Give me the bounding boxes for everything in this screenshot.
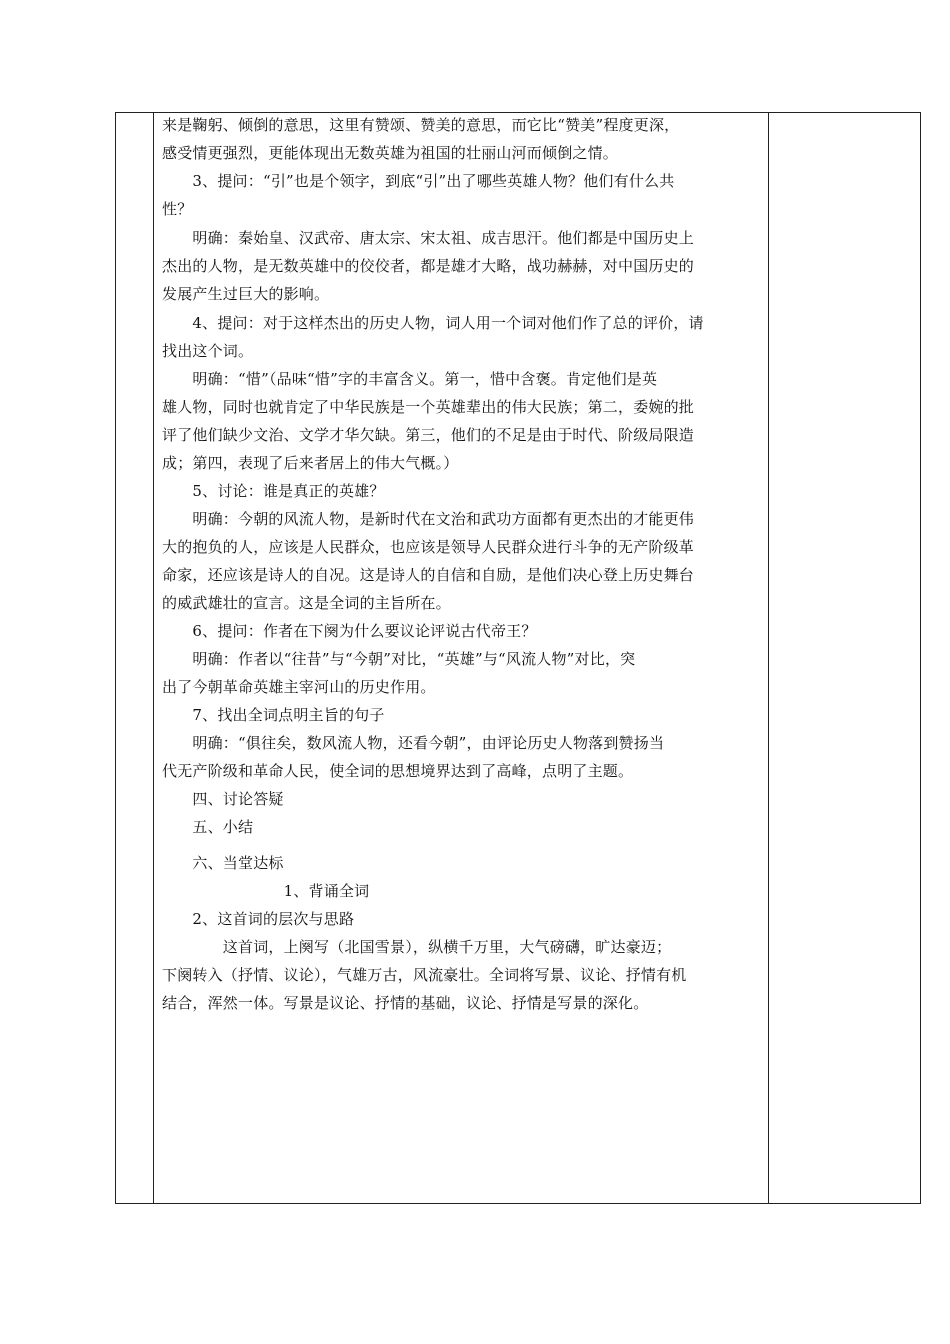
lesson-table [115, 112, 921, 1204]
text-line: 这首词，上阕写（北国雪景），纵横千万里，大气磅礴，旷达豪迈； [162, 938, 672, 956]
text-line: 7、找出全词点明主旨的句子 [162, 706, 385, 724]
text-line: 命家，还应该是诗人的自况。这是诗人的自信和自励，是他们决心登上历史舞台 [162, 566, 695, 584]
text-line: 结合，浑然一体。写景是议论、抒情的基础，议论、抒情是写景的深化。 [162, 994, 649, 1012]
text-line: 杰出的人物，是无数英雄中的佼佼者，都是雄才大略，战功赫赫，对中国历史的 [162, 257, 695, 275]
text-line: 四、讨论答疑 [162, 790, 284, 808]
text-line: 找出这个词。 [162, 342, 254, 360]
text-line: 1、背诵全词 [162, 882, 370, 900]
text-line: 5、讨论：谁是真正的英雄？ [162, 482, 385, 500]
text-line: 6、提问：作者在下阕为什么要议论评说古代帝王？ [162, 622, 537, 640]
text-line: 雄人物，同时也就肯定了中华民族是一个英雄辈出的伟大民族；第二，委婉的批 [162, 398, 695, 416]
text-line: 代无产阶级和革命人民，使全词的思想境界达到了高峰，点明了主题。 [162, 762, 634, 780]
text-line: 明确：“俱往矣，数风流人物，还看今朝”，由评论历史人物落到赞扬当 [162, 734, 665, 752]
text-line: 六、当堂达标 [162, 854, 284, 872]
text-line: 明确：作者以“往昔”与“今朝”对比，“英雄”与“风流人物”对比，突 [162, 650, 636, 668]
text-line: 五、小结 [162, 818, 254, 836]
text-line: 评了他们缺少文治、文学才华欠缺。第三，他们的不足是由于时代、阶级局限造 [162, 426, 695, 444]
text-line: 明确：秦始皇、汉武帝、唐太宗、宋太祖、成吉思汗。他们都是中国历史上 [162, 229, 695, 247]
text-line: 4、提问：对于这样杰出的历史人物，词人用一个词对他们作了总的评价，请 [162, 314, 704, 332]
text-line: 明确：今朝的风流人物，是新时代在文治和武功方面都有更杰出的才能更伟 [162, 510, 695, 528]
text-line: 下阕转入（抒情、议论），气雄万古，风流豪壮。全词将写景、议论、抒情有机 [162, 966, 687, 984]
text-line: 的威武雄壮的宣言。这是全词的主旨所在。 [162, 594, 451, 612]
text-line: 2、这首词的层次与思路 [162, 910, 355, 928]
text-line: 来是鞠躬、倾倒的意思，这里有赞颂、赞美的意思，而它比“赞美”程度更深， [162, 116, 680, 134]
text-line: 性？ [162, 200, 193, 218]
text-line: 明确：“惜”（品味“惜”字的丰富含义。第一，惜中含褒。肯定他们是英 [162, 370, 658, 388]
text-line: 出了今朝革命英雄主宰河山的历史作用。 [162, 678, 436, 696]
text-line: 大的抱负的人，应该是人民群众，也应该是领导人民群众进行斗争的无产阶级革 [162, 538, 695, 556]
right-column-cell [768, 113, 920, 1203]
text-line: 3、提问：“引”也是个领字，到底“引”出了哪些英雄人物？他们有什么共 [162, 172, 675, 190]
text-line: 成；第四，表现了后来者居上的伟大气概。） [162, 454, 459, 472]
text-line: 感受情更强烈，更能体现出无数英雄为祖国的壮丽山河而倾倒之情。 [162, 144, 619, 162]
text-line: 发展产生过巨大的影响。 [162, 285, 330, 303]
content-cell [154, 113, 770, 1203]
left-column-cell [116, 113, 154, 1203]
